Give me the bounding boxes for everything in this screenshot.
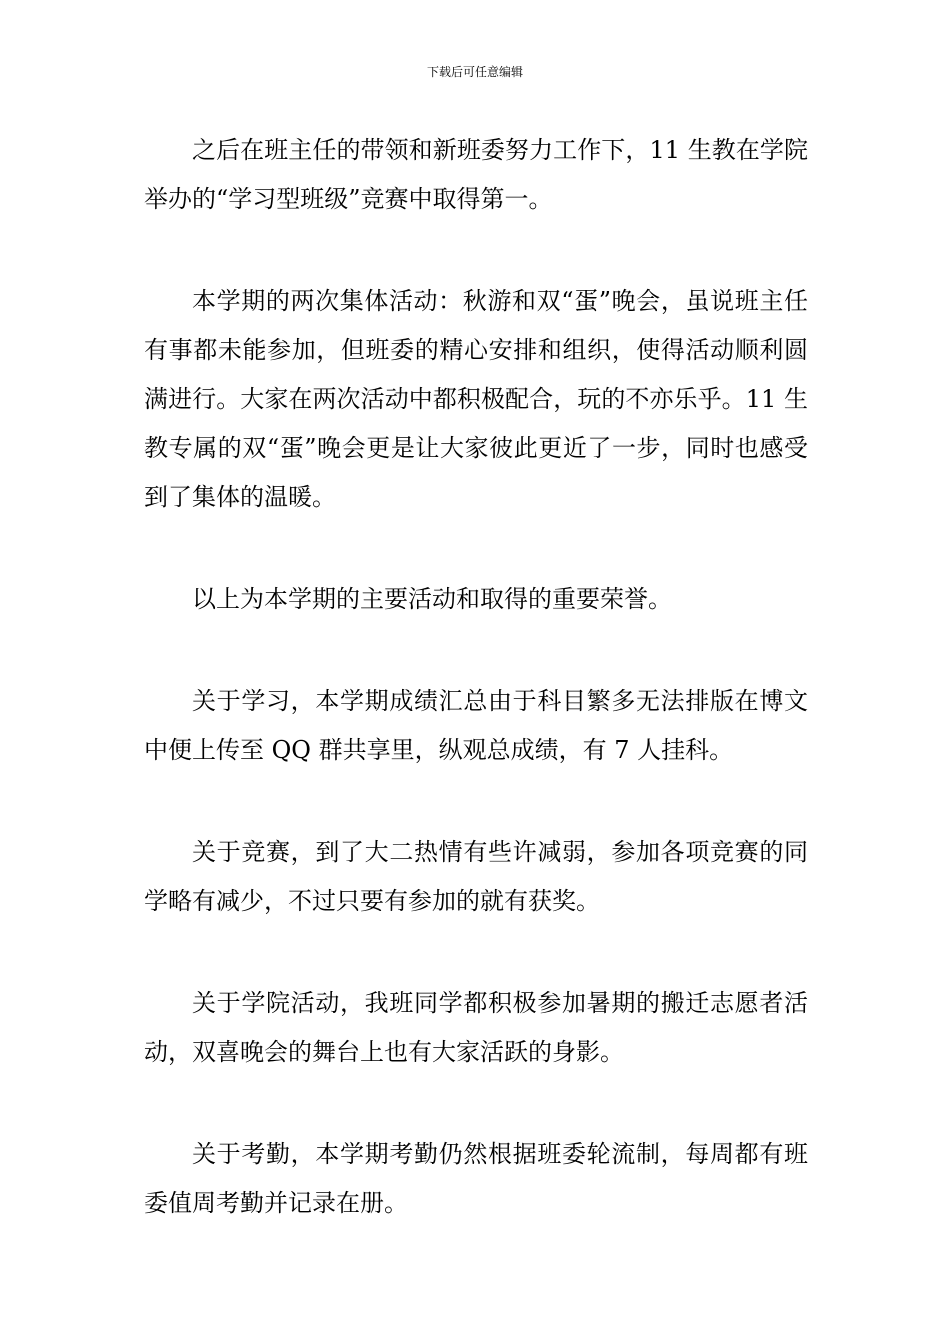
paragraph-spacer <box>144 926 808 979</box>
paragraph-spacer <box>144 224 808 277</box>
paragraph-6: 关于学院活动，我班同学都积极参加暑期的搬迁志愿者活动，双喜晚会的舞台上也有大家活跃的身影。 <box>144 989 808 1066</box>
paragraph-1: 之后在班主任的带领和新班委努力工作下，11 生教在学院举办的“学习型班级”竞赛中取得第一。 <box>144 136 808 213</box>
paragraph-spacer <box>144 1077 808 1130</box>
paragraph-spacer <box>144 522 808 575</box>
page-header: 下载后可任意编辑 <box>426 65 523 79</box>
paragraph-5: 关于竞赛，到了大二热情有些许减弱，参加各项竞赛的同学略有减少，不过只要有参加的就有获奖。 <box>144 838 808 915</box>
paragraph-spacer <box>144 624 808 677</box>
paragraph-2: 本学期的两次集体活动：秋游和双“蛋”晚会，虽说班主任有事都未能参加，但班委的精心安排和组织，使得活动顺利圆满进行。大家在两次活动中都积极配合，玩的不亦乐乎。11 生教专属的双“蛋”晚会更是让大家彼此更近了一步，同时也感受到了集体的温暖。 <box>144 287 808 511</box>
paragraph-spacer <box>144 775 808 828</box>
document-body <box>144 126 808 1228</box>
paragraph-4: 关于学习，本学期成绩汇总由于科目繁多无法排版在博文中便上传至 QQ 群共享里，纵观总成绩，有 7 人挂科。 <box>144 687 808 764</box>
paragraph-3: 以上为本学期的主要活动和取得的重要荣誉。 <box>192 585 672 613</box>
paragraph-7: 关于考勤，本学期考勤仍然根据班委轮流制，每周都有班委值周考勤并记录在册。 <box>144 1140 808 1217</box>
